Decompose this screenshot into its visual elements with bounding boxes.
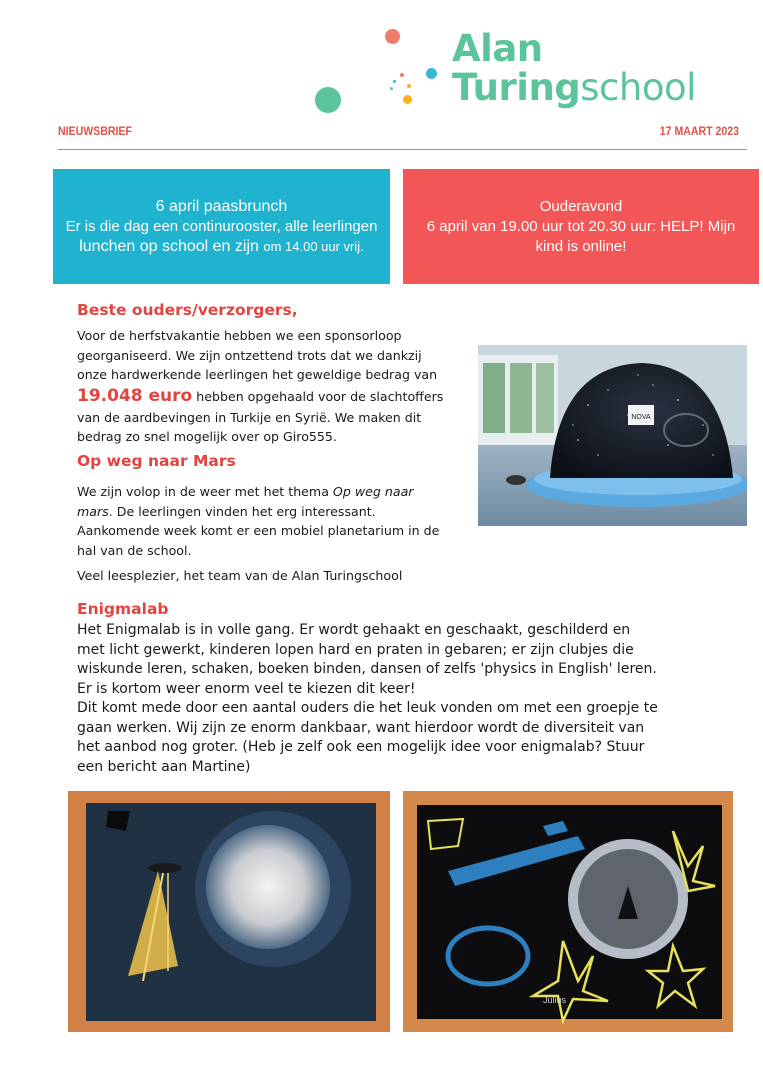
logo-word-turing: Turing	[452, 66, 581, 109]
greeting-heading: Beste ouders/verzorgers,	[77, 301, 298, 319]
newsletter-date: 17 MAART 2023	[659, 124, 739, 138]
logo-dot-green-large	[315, 87, 341, 113]
mars-heading: Op weg naar Mars	[77, 452, 236, 470]
logo-dot-blue	[426, 68, 437, 79]
drawing-signature: Julius	[543, 995, 567, 1005]
logo-word-turingschool	[452, 66, 696, 110]
newsletter-label: NIEUWSBRIEF	[58, 124, 132, 138]
logo-dot-yellow	[403, 95, 412, 104]
header-divider	[58, 149, 747, 150]
logo-dot-small-yellow	[407, 84, 411, 88]
logo-dot-small-green	[390, 87, 393, 90]
mars-paragraph: We zijn volop in de weer met het thema Op weg naar mars. De leerlingen vinden het erg interessant. Aankomende week komt er een mobiel planetarium in de hal van de school.	[77, 484, 440, 558]
donation-amount: 19.048 euro	[77, 385, 193, 406]
sponsorloop-paragraph: Voor de herfstvakantie hebben we een sponsorloop georganiseerd. We zijn ontzettend trots dat we dankzij onze hardwerkende leerlingen het geweldige bedrag van 19.048 euro hebben opgehaald voor de slachtoffers van de aardbevingen in Turkije en Syrië. We maken dit bedrag zo snel mogelijk over op Giro555.	[77, 328, 444, 444]
logo-word-alan: Alan	[452, 27, 543, 70]
callout-ouderavond-title: Ouderavond	[539, 197, 623, 215]
callout-paasbrunch-line3: lunchen op school en zijn om 14.00 uur vrij.	[79, 237, 364, 255]
callout-ouderavond-line2: 6 april van 19.00 uur tot 20.30 uur: HELP! Mijn	[426, 217, 736, 235]
callout-paasbrunch	[53, 169, 390, 284]
callout-ouderavond	[403, 169, 759, 284]
logo-dot-small-blue	[393, 80, 396, 83]
planetarium-sign-text: NOVA	[631, 414, 651, 421]
signoff-text: Veel leesplezier, het team van de Alan Turingschool	[77, 568, 403, 583]
callout-paasbrunch-line2: Er is die dag een continurooster, alle leerlingen	[65, 217, 378, 235]
enigmalab-heading: Enigmalab	[77, 600, 169, 618]
student-drawing-ufo	[68, 791, 390, 1032]
student-drawing-space	[403, 791, 733, 1032]
logo-dot-small-red	[400, 73, 404, 77]
callout-ouderavond-line3: kind is online!	[535, 237, 627, 255]
logo-dot-coral	[385, 29, 400, 44]
planetarium-photo	[478, 345, 747, 526]
callout-paasbrunch-title: 6 april paasbrunch	[155, 197, 288, 215]
logo-word-school: school	[580, 66, 696, 109]
enigmalab-paragraph: Het Enigmalab is in volle gang. Er wordt gehaakt en geschaakt, geschilderd en met licht gewerkt, kinderen lopen hard en praten in gebaren; er zijn clubjes die wiskunde leren, schaken, boeken binden, dansen of zelfs 'physics in English' leren. Er is kortom weer enorm veel te kiezen dit keer! Dit komt mede door een aantal ouders die het leuk vonden om met een groepje te gaan werken. Wij zijn ze enorm dankbaar, want hierdoor wordt de diversiteit van het aanbod nog groter. (Heb je zelf ook een mogelijk idee voor enigmalab? Stuur een bericht aan Martine)	[77, 622, 658, 775]
